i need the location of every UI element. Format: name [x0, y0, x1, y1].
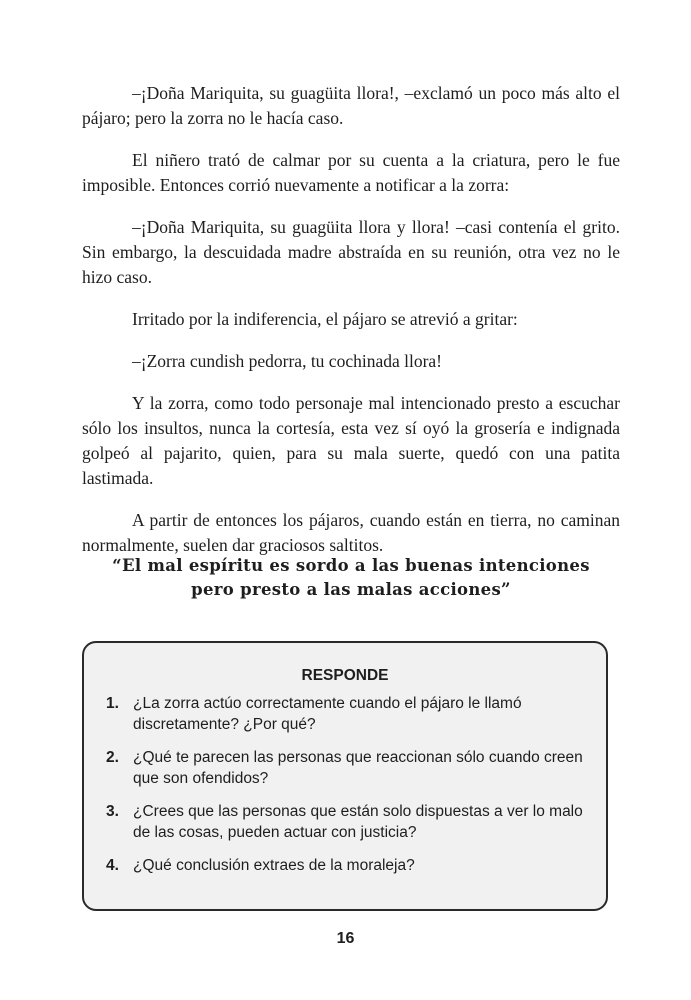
story-text — [82, 81, 620, 575]
question-number: 2. — [106, 749, 119, 766]
responde-title: RESPONDE — [301, 667, 389, 684]
moral-line: pero presto a las malas acciones” — [191, 580, 511, 599]
page-number: 16 — [336, 930, 355, 947]
responde-box — [82, 641, 608, 911]
story-paragraph: –¡Zorra cundish pedorra, tu cochinada llora! — [132, 351, 443, 371]
question-number: 4. — [106, 857, 119, 874]
question-item — [106, 693, 596, 735]
question-list — [106, 693, 596, 888]
question-number: 1. — [106, 695, 119, 712]
question-text: ¿Crees que las personas que están solo dispuestas a ver lo malo de las cosas, pueden actuar con justicia? — [133, 803, 583, 841]
question-text: ¿Qué conclusión extraes de la moraleja? — [133, 857, 415, 874]
question-text: ¿La zorra actúo correctamente cuando el pájaro le llamó discretamente? ¿Por qué? — [133, 695, 522, 733]
moral-line: “El mal espíritu es sordo a las buenas intenciones — [112, 556, 590, 575]
moral-quote — [82, 554, 620, 602]
story-paragraph: Irritado por la indiferencia, el pájaro se atrevió a gritar: — [132, 309, 518, 329]
question-text: ¿Qué te parecen las personas que reaccionan sólo cuando creen que son ofendidos? — [133, 749, 583, 787]
story-paragraph: El niñero trató de calmar por su cuenta a la criatura, pero le fue imposible. Entonces corrió nuevamente a notificar a la zorra: — [82, 150, 620, 195]
story-paragraph: Y la zorra, como todo personaje mal intencionado presto a escuchar sólo los insultos, nunca la cortesía, esta vez sí oyó la grosería e indignada golpeó al pajarito, quien, para su mala suerte, quedó con una patita lastimada. — [82, 393, 620, 488]
story-paragraph: –¡Doña Mariquita, su guagüita llora!, –exclamó un poco más alto el pájaro; pero la zorra no le hacía caso. — [82, 83, 620, 128]
question-item — [106, 801, 596, 843]
question-item — [106, 855, 596, 876]
question-item — [106, 747, 596, 789]
story-paragraph: –¡Doña Mariquita, su guagüita llora y llora! –casi contenía el grito. Sin embargo, la descuidada madre abstraída en su reunión, otra vez no le hizo caso. — [82, 217, 620, 287]
story-paragraph: A partir de entonces los pájaros, cuando están en tierra, no caminan normalmente, suelen dar graciosos saltitos. — [82, 510, 620, 555]
question-number: 3. — [106, 803, 119, 820]
